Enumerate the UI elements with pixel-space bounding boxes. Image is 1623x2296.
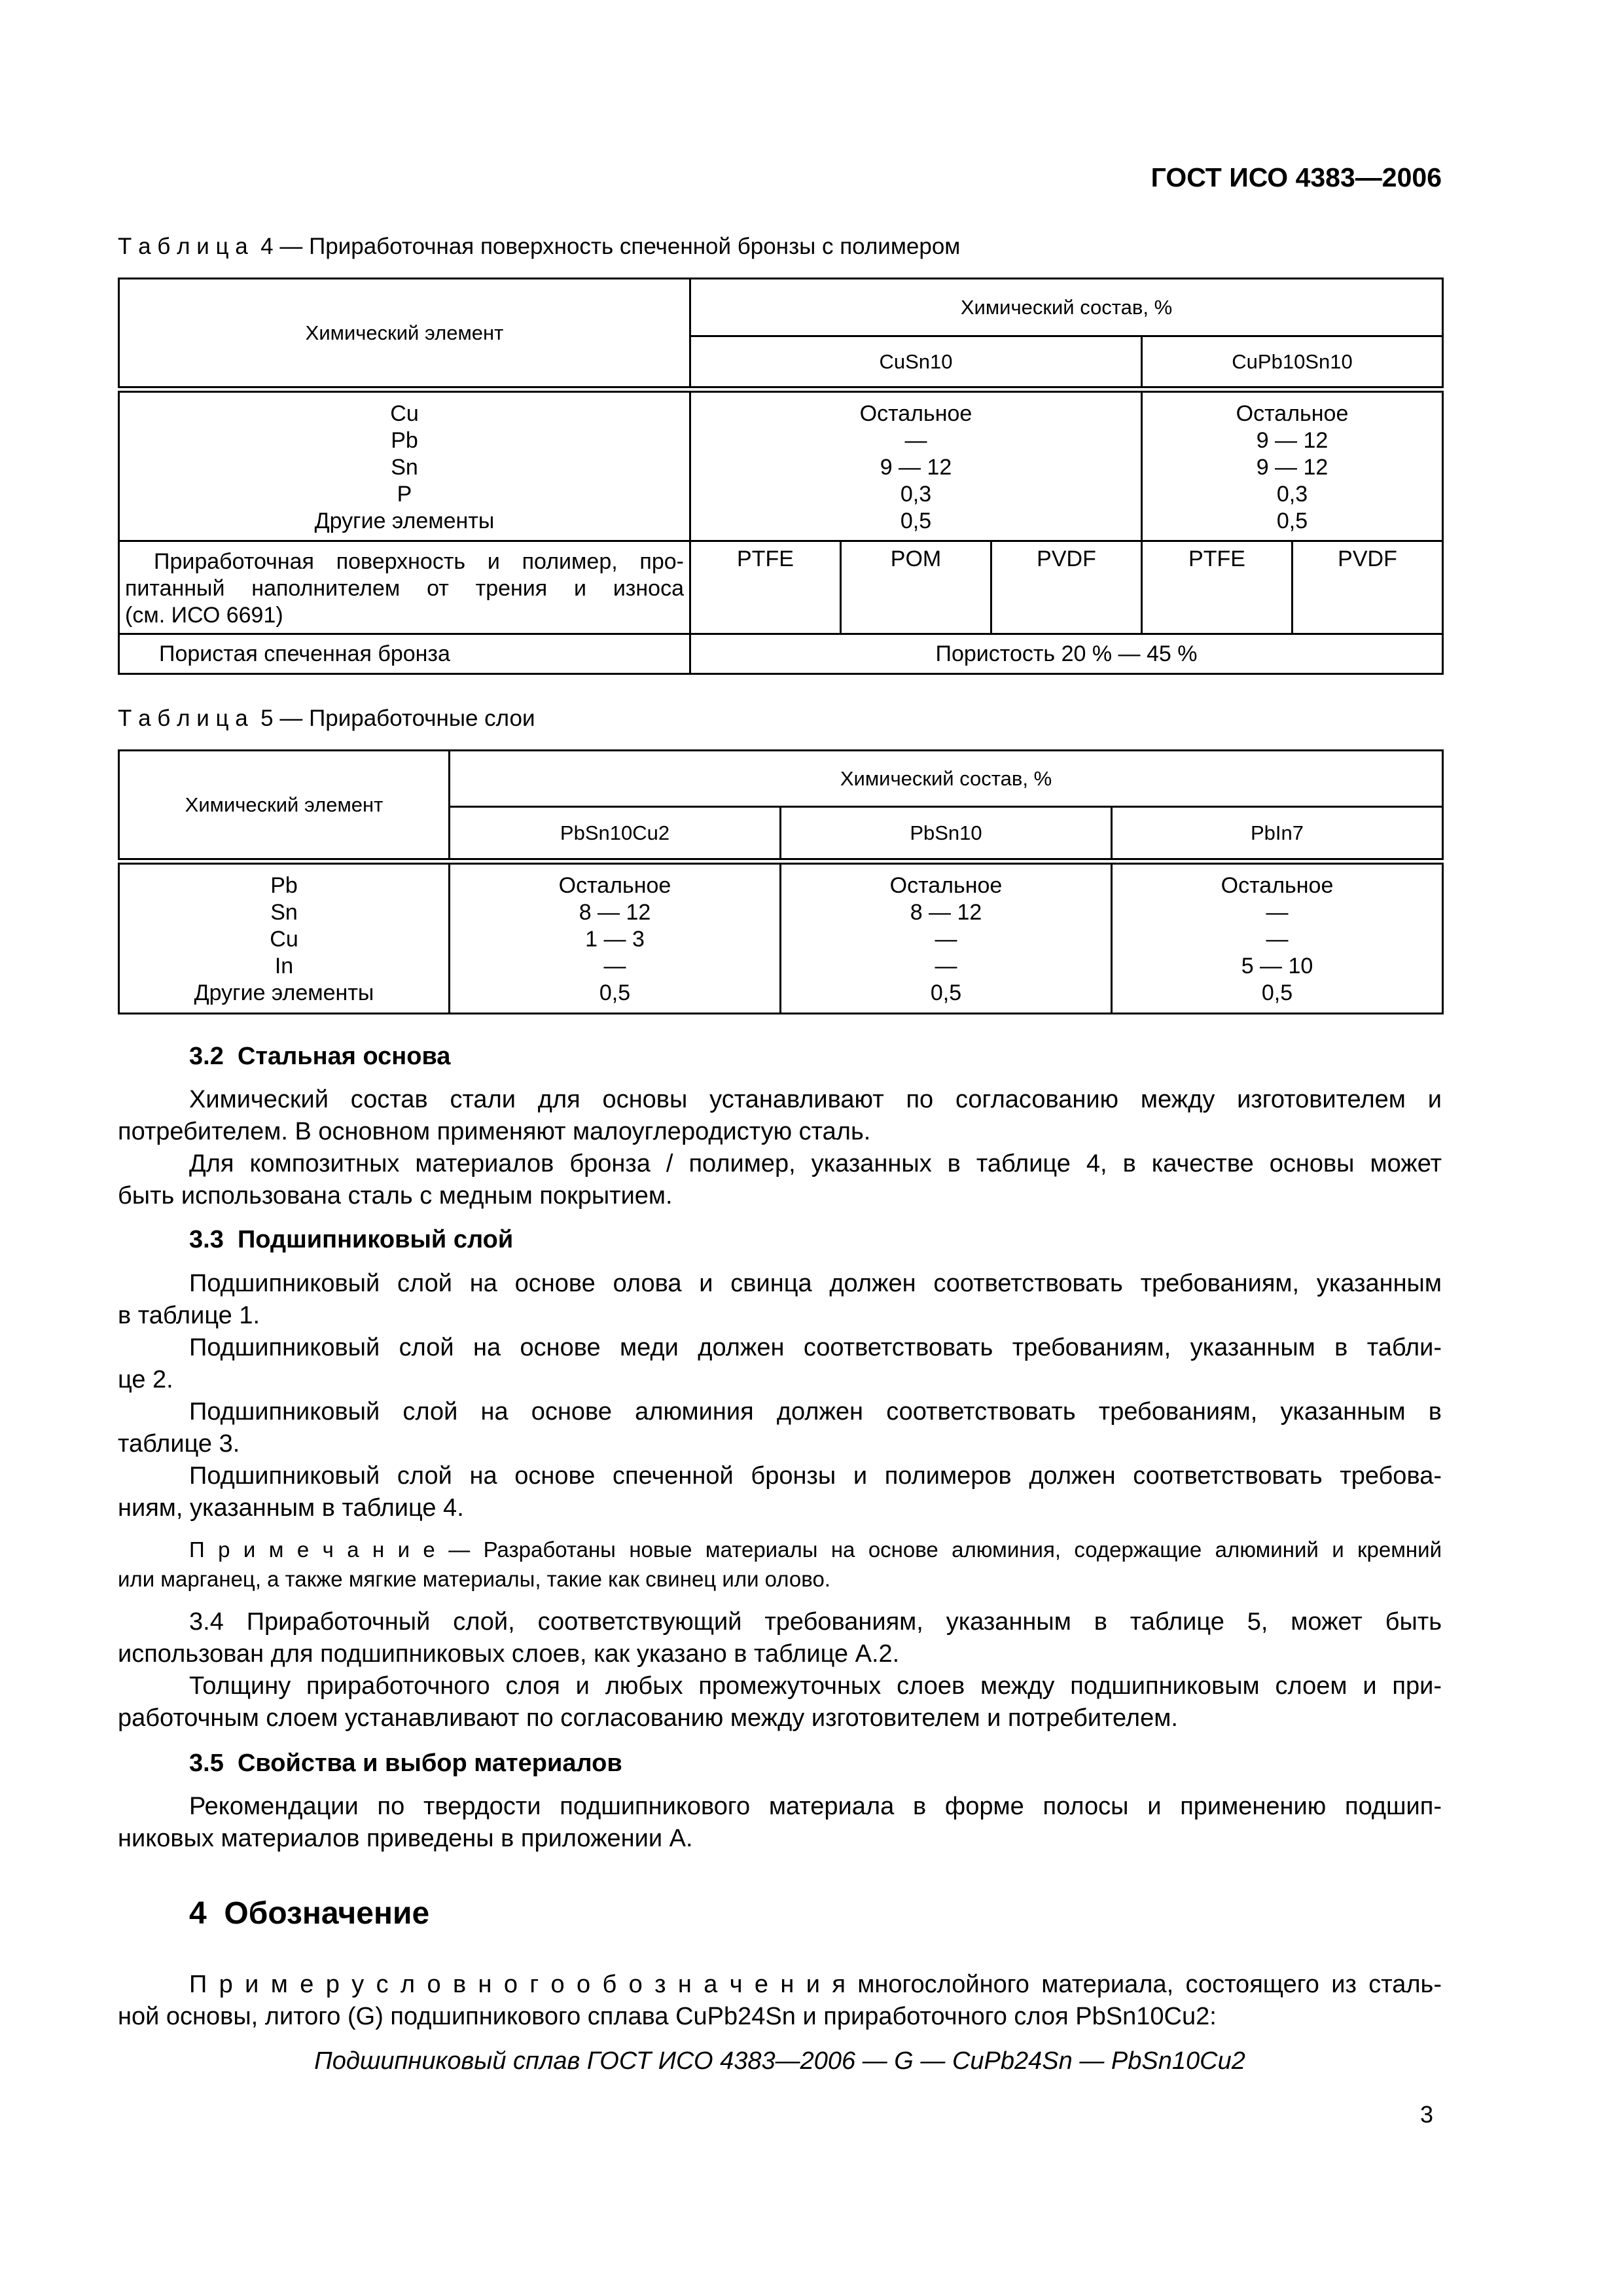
table4-polymer: POM (841, 541, 991, 634)
text-line: Подшипниковый слой на основе спеченной бронзы и полимеров должен соответствовать требова- (189, 1462, 1442, 1490)
table5-header-composition: Химический состав, % (450, 751, 1443, 807)
text-line: Химический состав стали для основы устанавливают по согласованию между изготовителем и (189, 1086, 1442, 1113)
table5-header-alloy: PbIn7 (1112, 807, 1443, 861)
table4-elements: Cu Pb Sn P Другие элементы (119, 389, 690, 541)
desc-line: питанный наполнителем от трения и износа (125, 576, 684, 601)
table4-values-cusn10: Остальное — 9 — 12 0,3 0,5 (690, 389, 1142, 541)
table4-header-alloy: CuSn10 (690, 336, 1142, 389)
table4-polymer: PVDF (1293, 541, 1443, 634)
text-line: быть использована сталь с медным покрытием. (118, 1182, 673, 1210)
table4-porous-label: Пористая спеченная бронза (119, 634, 690, 674)
table4-header-composition: Химический состав, % (690, 279, 1443, 336)
page-number: 3 (1419, 2101, 1433, 2128)
text-line: потребителем. В основном применяют малоуглеродистую сталь. (118, 1118, 871, 1145)
text-line: Подшипниковый слой на основе алюминия должен соответствовать требованиям, указанным в (189, 1398, 1442, 1426)
text-line: таблице 3. (118, 1430, 240, 1458)
table4-polymer-description (119, 541, 690, 634)
text-line: ниям, указанным в таблице 4. (118, 1494, 464, 1522)
table5-header-alloy: PbSn10Cu2 (450, 807, 781, 861)
table4-caption: Т а б л и ц а 4 — Приработочная поверхность спеченной бронзы с полимером (118, 234, 961, 259)
table4-polymer: PTFE (690, 541, 841, 634)
table5-header-alloy: PbSn10 (781, 807, 1112, 861)
paragraph-3-2 (118, 1084, 1442, 1212)
table4-porous-value: Пористость 20 % — 45 % (690, 634, 1443, 674)
text-line: Подшипниковый слой на основе меди должен соответствовать требованиям, указанным в табли- (189, 1334, 1442, 1361)
text-line: использован для подшипниковых слоев, как указано в таблице А.2. (118, 1640, 900, 1668)
table5-values: Остальное — — 5 — 10 0,5 (1112, 861, 1443, 1014)
table4-values-cupb10sn10: Остальное 9 — 12 9 — 12 0,3 0,5 (1142, 389, 1443, 541)
paragraph-3-5 (118, 1791, 1442, 1855)
table5-header-element: Химический элемент (119, 751, 450, 861)
section-heading-3-5: 3.5 Свойства и выбор материалов (189, 1749, 622, 1777)
text-line: ной основы, литого (G) подшипникового сплава CuPb24Sn и приработочного слоя PbSn10Cu2: (118, 2003, 1217, 2030)
text-line: П р и м е ч а н и е — Разработаны новые материалы на основе алюминия, содержащие алюминий и кремний (189, 1537, 1442, 1562)
section-heading-4: 4 Обозначение (189, 1896, 430, 1931)
text-line: Подшипниковый слой на основе олова и свинца должен соответствовать требованиям, указанным (189, 1270, 1442, 1297)
paragraph-3-3 (118, 1268, 1442, 1524)
table5-caption: Т а б л и ц а 5 — Приработочные слои (118, 706, 535, 731)
note (118, 1535, 1442, 1594)
text-line: никовых материалов приведены в приложении А. (118, 1825, 693, 1852)
text-line: в таблице 1. (118, 1302, 260, 1329)
desc-line: (см. ИСО 6691) (125, 603, 283, 628)
text-line: или марганец, а также мягкие материалы, такие как свинец или олово. (118, 1567, 830, 1591)
text-line: Рекомендации по твердости подшипникового материала в форме полосы и применению подшип- (189, 1793, 1442, 1820)
table4-polymer: PTFE (1142, 541, 1293, 634)
designation-example: Подшипниковый сплав ГОСТ ИСО 4383—2006 — G — CuPb24Sn — PbSn10Cu2 (314, 2047, 1245, 2075)
section-heading-3-2: 3.2 Стальная основа (189, 1043, 451, 1070)
text-line: Для композитных материалов бронза / полимер, указанных в таблице 4, в качестве основы может (189, 1150, 1442, 1177)
text-line: 3.4 Приработочный слой, соответствующий требованиям, указанным в таблице 5, может быть (189, 1608, 1442, 1636)
table5-elements: Pb Sn Cu In Другие элементы (119, 861, 450, 1014)
desc-line: Приработочная поверхность и полимер, про- (154, 549, 684, 574)
table5 (118, 749, 1444, 1014)
table4-header-alloy: CuPb10Sn10 (1142, 336, 1443, 389)
paragraph-4 (118, 1969, 1442, 2033)
table4-header-element: Химический элемент (119, 279, 690, 389)
text-line: работочным слоем устанавливают по согласованию между изготовителем и потребителем. (118, 1704, 1178, 1732)
table4 (118, 278, 1444, 675)
text-line: Толщину приработочного слоя и любых промежуточных слоев между подшипниковым слоем и при- (189, 1672, 1442, 1700)
text-line: це 2. (118, 1366, 173, 1393)
table5-values: Остальное 8 — 12 1 — 3 — 0,5 (450, 861, 781, 1014)
table5-values: Остальное 8 — 12 — — 0,5 (781, 861, 1112, 1014)
table4-polymer: PVDF (991, 541, 1142, 634)
paragraph-3-4 (118, 1606, 1442, 1734)
document-id-header: ГОСТ ИСО 4383—2006 (1150, 162, 1442, 192)
text-line: П р и м е р у с л о в н о г о о б о з н а ч е н и я многослойного материала, состоящего из сталь- (189, 1971, 1442, 1998)
section-heading-3-3: 3.3 Подшипниковый слой (189, 1226, 514, 1253)
